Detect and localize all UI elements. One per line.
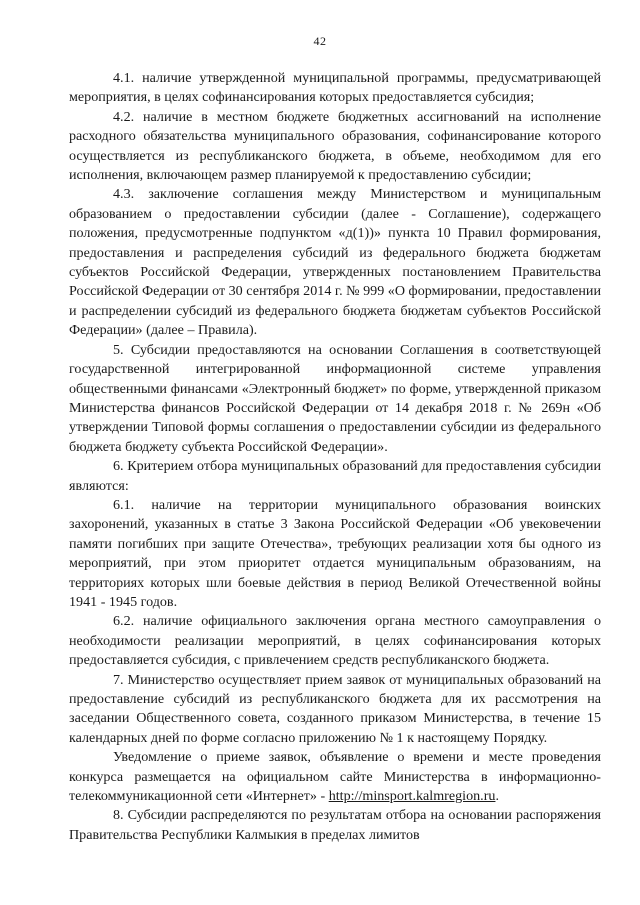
notice-paragraph <box>69 748 601 806</box>
page-number: 42 <box>313 34 327 48</box>
notice-text-end: . <box>495 788 499 805</box>
paragraph-4-3: 4.3. заключение соглашения между Министерством и муниципальным образованием о предоставлении субсидии (далее - Соглашение), содержащего положения, предусмотренные подпунктом «д(1))» пункта 10 Правил формирования, предоставления и распределения субсидий из федерального бюджета бюджетам субъектов Российской Федерации, утвержденных постановлением Правительства Российской Федерации от 30 сентября 2014 г. № 999 «О формировании, предоставлении и распределении субсидий из федерального бюджета бюджетам субъектов Российской Федерации» (далее – Правила). <box>69 186 601 339</box>
paragraph-6-2: 6.2. наличие официального заключения органа местного самоуправления о необходимости реализации мероприятий, в целях софинансирования которых предоставляется субсидия, с привлечением средств республиканского бюджета. <box>69 613 601 669</box>
paragraph-5: 5. Субсидии предоставляются на основании Соглашения в соответствующей государственной интегрированной информационной системе управления общественными финансами «Электронный бюджет» по форме, утвержденной приказом Министерства финансов Российской Федерации от 14 декабря 2018 г. № 269н «Об утверждении Типовой формы соглашения о предоставлении субсидии из федерального бюджета бюджету субъекта Российской Федерации». <box>69 341 601 455</box>
paragraph-6-1: 6.1. наличие на территории муниципального образования воинских захоронений, указанных в статье 3 Закона Российской Федерации «Об увековечении памяти погибших при защите Отечества», требующих реализации хотя бы одного из мероприятий, при этом приоритет отдается муниципальным образованиям, на территориях которых шли боевые действия в период Великой Отечественной войны 1941 - 1945 годов. <box>69 496 601 610</box>
paragraph-4-2: 4.2. наличие в местном бюджете бюджетных ассигнований на исполнение расходного обязательства муниципального образования, софинансирование которого осуществляется из республиканского бюджета, в объеме, необходимом для его исполнения, включающем размер планируемой к предоставлению субсидии; <box>69 108 601 184</box>
notice-text: Уведомление о приеме заявок, объявление о времени и месте проведения конкурса размещается на официальном сайте Министерства в информационно-телекоммуникационной сети «Интернет» - <box>69 749 601 805</box>
document-body <box>69 69 601 845</box>
paragraph-4-1: 4.1. наличие утвержденной муниципальной программы, предусматривающей мероприятия, в целях софинансирования которых предоставляется субсидия; <box>69 70 601 106</box>
paragraph-6: 6. Критерием отбора муниципальных образований для предоставления субсидии являются: <box>69 458 601 494</box>
paragraph-7: 7. Министерство осуществляет прием заявок от муниципальных образований на предоставление субсидий из республиканского бюджета для их рассмотрения на заседании Общественного совета, созданного приказом Министерства, в течение 15 календарных дней по форме согласно приложению № 1 к настоящему Порядку. <box>69 671 601 746</box>
paragraph-8: 8. Субсидии распределяются по результатам отбора на основании распоряжения Правительства Республики Калмыкия в пределах лимитов <box>69 807 601 843</box>
ministry-website-link[interactable]: http://minsport.kalmregion.ru <box>328 788 496 805</box>
